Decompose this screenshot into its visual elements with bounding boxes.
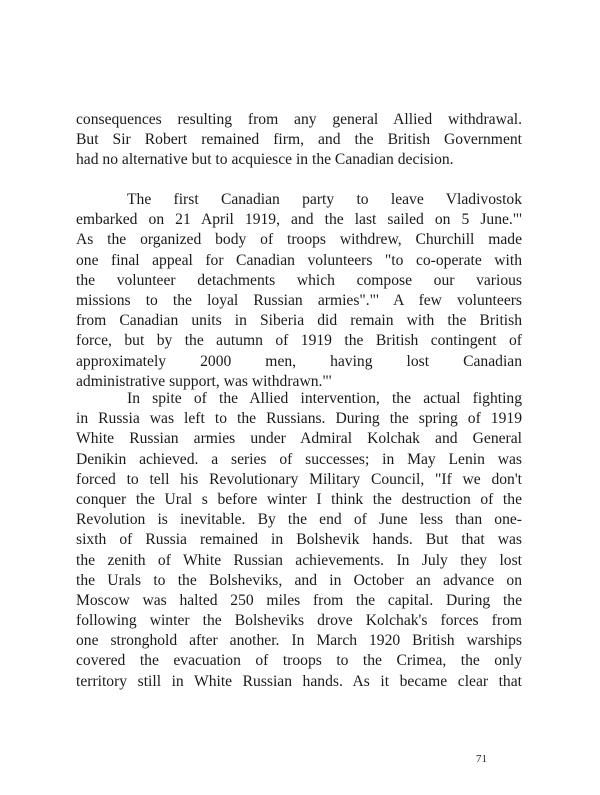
text-line: But Sir Robert remained firm, and the British Government (76, 131, 522, 149)
paragraph-2 (76, 190, 522, 392)
text-line: administrative support, was withdrawn."' (76, 372, 332, 390)
text-line: had no alternative but to acquiesce in the Canadian decision. (76, 151, 454, 169)
text-line: one final appeal for Canadian volunteers "to co-operate with (76, 251, 522, 269)
text-line: Moscow was halted 250 miles from the capital. During the (76, 591, 522, 609)
text-line: from Canadian units in Siberia did remain with the British (76, 312, 522, 330)
text-line: one stronghold after another. In March 1920 British warships (76, 632, 522, 650)
text-line: sixth of Russia remained in Bolshevik hands. But that was (76, 531, 522, 549)
text-line: The first Canadian party to leave Vladivostok (127, 191, 522, 208)
text-line: approximately 2000 men, having lost Canadian (76, 352, 522, 370)
text-line: consequences resulting from any general Allied withdrawal. (76, 111, 522, 128)
text-line: missions to the loyal Russian armies"."' A few volunteers (76, 291, 522, 309)
text-line: conquer the Ural s before winter I think the destruction of the (76, 490, 522, 508)
text-line: Denikin achieved. a series of successes; in May Lenin was (76, 450, 522, 468)
text-line: territory still in White Russian hands. As it became clear that (76, 672, 522, 690)
text-line: In spite of the Allied intervention, the actual fighting (127, 390, 522, 407)
text-line: in Russia was left to the Russians. During the spring of 1919 (76, 410, 522, 428)
text-line: forced to tell his Revolutionary Military Council, "If we don't (76, 470, 522, 488)
text-line: force, but by the autumn of 1919 the British contingent of (76, 332, 522, 350)
text-line: embarked on 21 April 1919, and the last sailed on 5 June."' (76, 211, 522, 229)
text-line: following winter the Bolsheviks drove Kolchak's forces from (76, 612, 522, 630)
text-line: White Russian armies under Admiral Kolchak and General (76, 430, 522, 448)
paragraph-1 (76, 110, 522, 171)
text-line: the volunteer detachments which compose our various (76, 271, 522, 289)
text-line: the Urals to the Bolsheviks, and in October an advance on (76, 571, 522, 589)
text-line: Revolution is inevitable. By the end of June less than one- (76, 511, 522, 529)
text-line: As the organized body of troops withdrew, Churchill made (76, 231, 522, 249)
paragraph-3 (76, 389, 522, 692)
text-line: covered the evacuation of troops to the Crimea, the only (76, 652, 522, 670)
text-line: the zenith of White Russian achievements. In July they lost (76, 551, 522, 569)
page-number: 71 (476, 753, 487, 765)
